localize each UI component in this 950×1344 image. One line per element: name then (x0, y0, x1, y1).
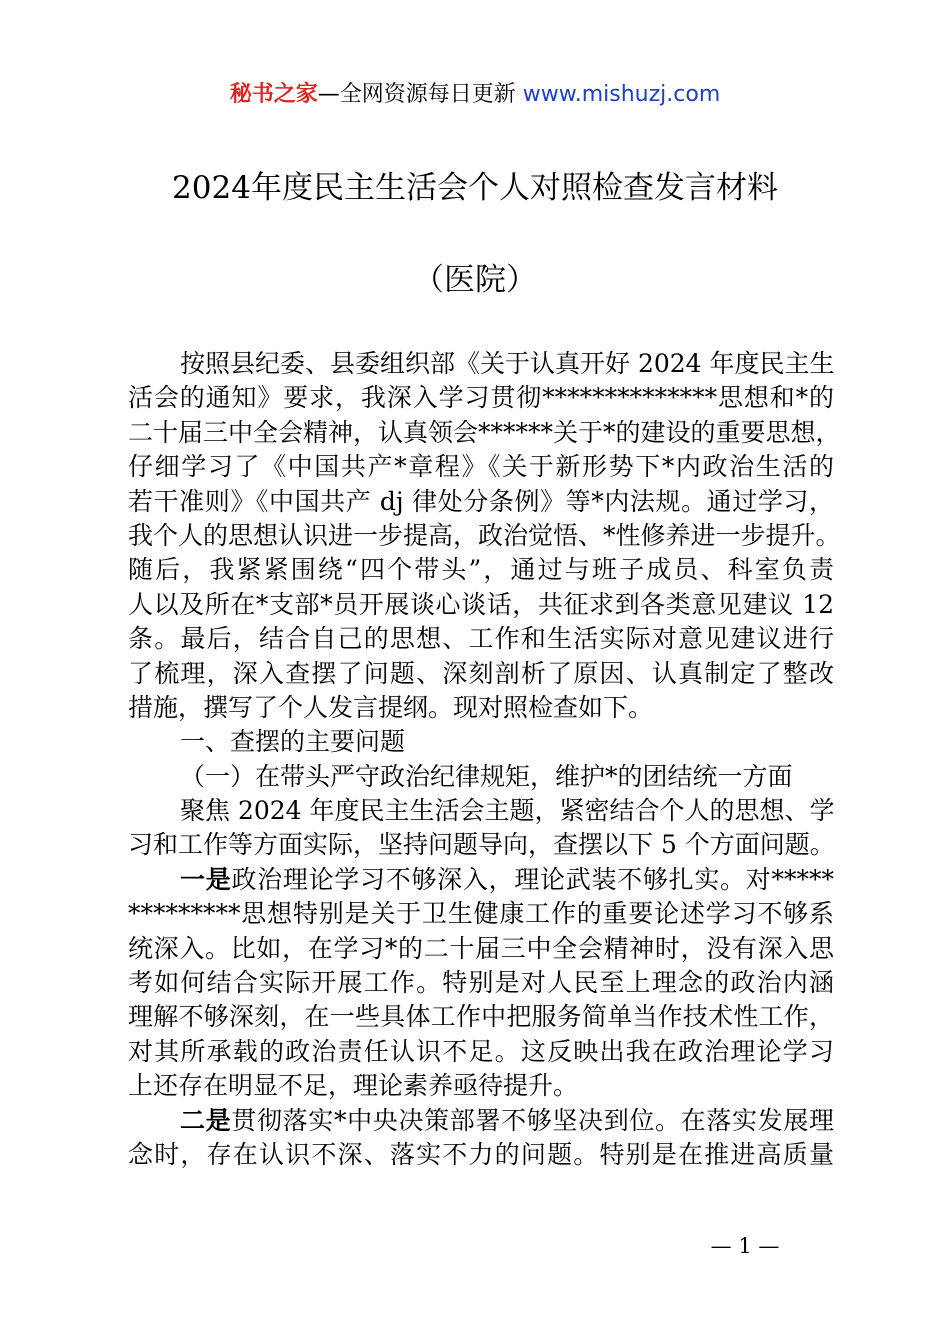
paragraph-line: 条。最后，结合自己的思想、工作和生活实际对意见建议进行 (128, 624, 834, 654)
paragraph-line: 考如何结合实际开展工作。特别是对人民至上理念的政治内涵 (128, 968, 834, 998)
paragraph-line: 二是贯彻落实*中央决策部署不够坚决到位。在落实发展理 (180, 1105, 834, 1135)
paragraph-line: 习和工作等方面实际，坚持问题导向，查摆以下 5 个方面问题。 (128, 830, 835, 860)
site-brand: 秘书之家 (229, 82, 318, 107)
point-lead: 二是 (180, 1105, 232, 1135)
site-url-link[interactable]: www.mishuzj.com (522, 82, 721, 107)
paragraph-line: 统深入。比如，在学习*的二十届三中全会精神时，没有深入思 (128, 933, 834, 963)
paragraph-line: 人以及所在*支部*员开展谈心谈话，共征求到各类意见建议 12 (128, 589, 834, 619)
site-tagline: —全网资源每日更新 (317, 82, 523, 107)
document-body (128, 347, 841, 1172)
document-title: 2024年度民主生活会个人对照检查发言材料 (172, 170, 778, 206)
paragraph-line: 二十届三中全会精神，认真领会******关于*的建设的重要思想， (128, 417, 841, 447)
paragraph-line: 随后，我紧紧围绕“四个带头”，通过与班子成员、科室负责 (128, 555, 834, 585)
paragraph-line: 一是政治理论学习不够深入，理论武装不够扎实。对***** (180, 864, 834, 894)
paragraph-line: 聚焦 2024 年度民主生活会主题，紧密结合个人的思想、学 (180, 796, 835, 826)
paragraph-line: 我个人的思想认识进一步提高，政治觉悟、*性修养进一步提升。 (128, 520, 841, 550)
paragraph-line: 若干准则》《中国共产 dj 律处分条例》等*内法规。通过学习， (128, 486, 834, 516)
paragraph-line: 念时，存在认识不深、落实不力的问题。特别是在推进高质量 (128, 1139, 834, 1169)
paragraph-line: 按照县纪委、县委组织部《关于认真开好 2024 年度民主生 (180, 349, 835, 378)
paragraph-line: 活会的通知》要求，我深入学习贯彻**************思想和*的 (128, 383, 834, 413)
paragraph-line: 理解不够深刻，在一些具体工作中把服务简单当作技术性工作， (128, 1002, 834, 1032)
paragraph-line: 对其所承载的政治责任认识不足。这反映出我在政治理论学习 (128, 1036, 834, 1066)
paragraph-line: 仔细学习了《中国共产*章程》《关于新形势下*内政治生活的 (128, 452, 834, 482)
point-lead: 一是 (180, 864, 232, 894)
section-heading: 一、查摆的主要问题 (180, 727, 406, 757)
paragraph-line: *********思想特别是关于卫生健康工作的重要论述学习不够系 (128, 899, 834, 929)
paragraph-line: 措施，撰写了个人发言提纲。现对照检查如下。 (128, 692, 654, 722)
site-header (0, 78, 950, 112)
document-subtitle: （医院） (413, 262, 537, 298)
subsection-heading: （一）在带头严守政治纪律规矩，维护*的团结统一方面 (180, 761, 793, 791)
paragraph-line: 上还存在明显不足，理论素养亟待提升。 (128, 1071, 579, 1101)
paragraph-line: 了梳理，深入查摆了问题、深刻剖析了原因、认真制定了整改 (128, 658, 834, 688)
page-number: — 1 — (710, 1234, 780, 1258)
